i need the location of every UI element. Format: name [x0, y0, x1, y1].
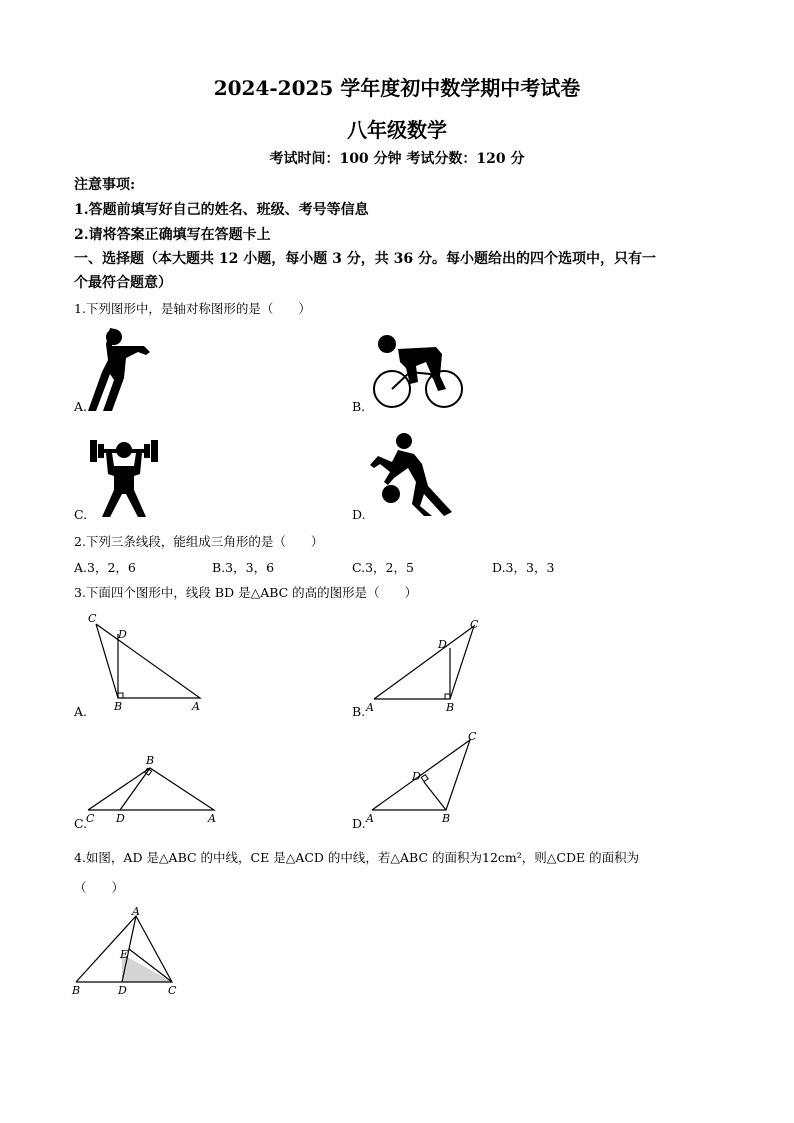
- q3-option-c-label: C.: [74, 816, 88, 831]
- label-b: B: [72, 984, 81, 997]
- q3-figure-b: [362, 614, 492, 714]
- label-c: C: [168, 984, 177, 997]
- section-heading-line2: 个最符合题意）: [74, 275, 172, 291]
- cyclist-icon: [370, 332, 470, 410]
- label-c: C: [86, 812, 95, 825]
- q4-stem: 4.如图，AD 是△ABC 的中线，CE 是△ACD 的中线，若△ABC 的面积为12cm²，则△CDE 的面积为: [74, 850, 640, 865]
- q4-stem-tail: （ ）: [74, 880, 125, 895]
- q3-figure-d: [364, 730, 484, 830]
- q2-option-c: C.3，2，5: [352, 560, 414, 575]
- q3-figure-a: [84, 610, 214, 714]
- q1-option-b-label: B.: [352, 399, 366, 414]
- label-d: D: [412, 770, 421, 783]
- weightlifter-icon: [88, 432, 160, 518]
- q3-option-b-label: B.: [352, 704, 366, 719]
- section-heading-line1: 一、选择题（本大题共 12 小题，每小题 3 分，共 36 分。每小题给出的四个选项中，只有一: [74, 251, 656, 267]
- q3-option-a-label: A.: [74, 704, 88, 719]
- q3-stem: 3.下面四个图形中，线段 BD 是△ABC 的高的图形是（ ）: [74, 585, 418, 600]
- q3-figure-c: [82, 750, 222, 830]
- label-a: A: [366, 812, 374, 825]
- q4-figure: [70, 906, 190, 998]
- label-b: B: [114, 700, 123, 713]
- note-item-2: 2.请将答案正确填写在答题卡上: [74, 227, 271, 243]
- label-a: A: [208, 812, 216, 825]
- label-e: E: [120, 948, 129, 961]
- label-b: B: [146, 754, 155, 767]
- page-title: 2024-2025 学年度初中数学期中考试卷: [213, 76, 581, 100]
- exam-info: 考试时间：100 分钟 考试分数：120 分: [269, 151, 525, 167]
- label-b: B: [446, 701, 455, 714]
- label-c: C: [88, 612, 97, 625]
- q2-stem: 2.下列三条线段，能组成三角形的是（ ）: [74, 534, 324, 549]
- q1-option-d-label: D.: [352, 507, 366, 522]
- label-d: D: [118, 984, 127, 997]
- label-a: A: [132, 905, 140, 918]
- person-dribbling-icon: [370, 430, 456, 516]
- label-d: D: [118, 628, 127, 641]
- person-stretching-icon: [86, 326, 156, 412]
- q3-option-d-label: D.: [352, 816, 366, 831]
- label-a: A: [192, 700, 200, 713]
- label-c: C: [468, 730, 477, 743]
- label-d: D: [116, 812, 125, 825]
- q1-option-c-label: C.: [74, 507, 88, 522]
- q1-option-a-label: A.: [74, 399, 88, 414]
- label-d: D: [438, 638, 447, 651]
- label-b: B: [442, 812, 451, 825]
- note-item-1: 1.答题前填写好自己的姓名、班级、考号等信息: [74, 202, 369, 218]
- label-c: C: [470, 618, 479, 631]
- q1-stem: 1.下列图形中，是轴对称图形的是（ ）: [74, 301, 311, 316]
- q2-option-b: B.3，3，6: [212, 560, 275, 575]
- q2-option-d: D.3，3，3: [492, 560, 555, 575]
- notes-heading: 注意事项:: [74, 177, 136, 193]
- page-subtitle: 八年级数学: [347, 118, 447, 142]
- label-a: A: [366, 701, 374, 714]
- q2-option-a: A.3，2，6: [74, 560, 136, 575]
